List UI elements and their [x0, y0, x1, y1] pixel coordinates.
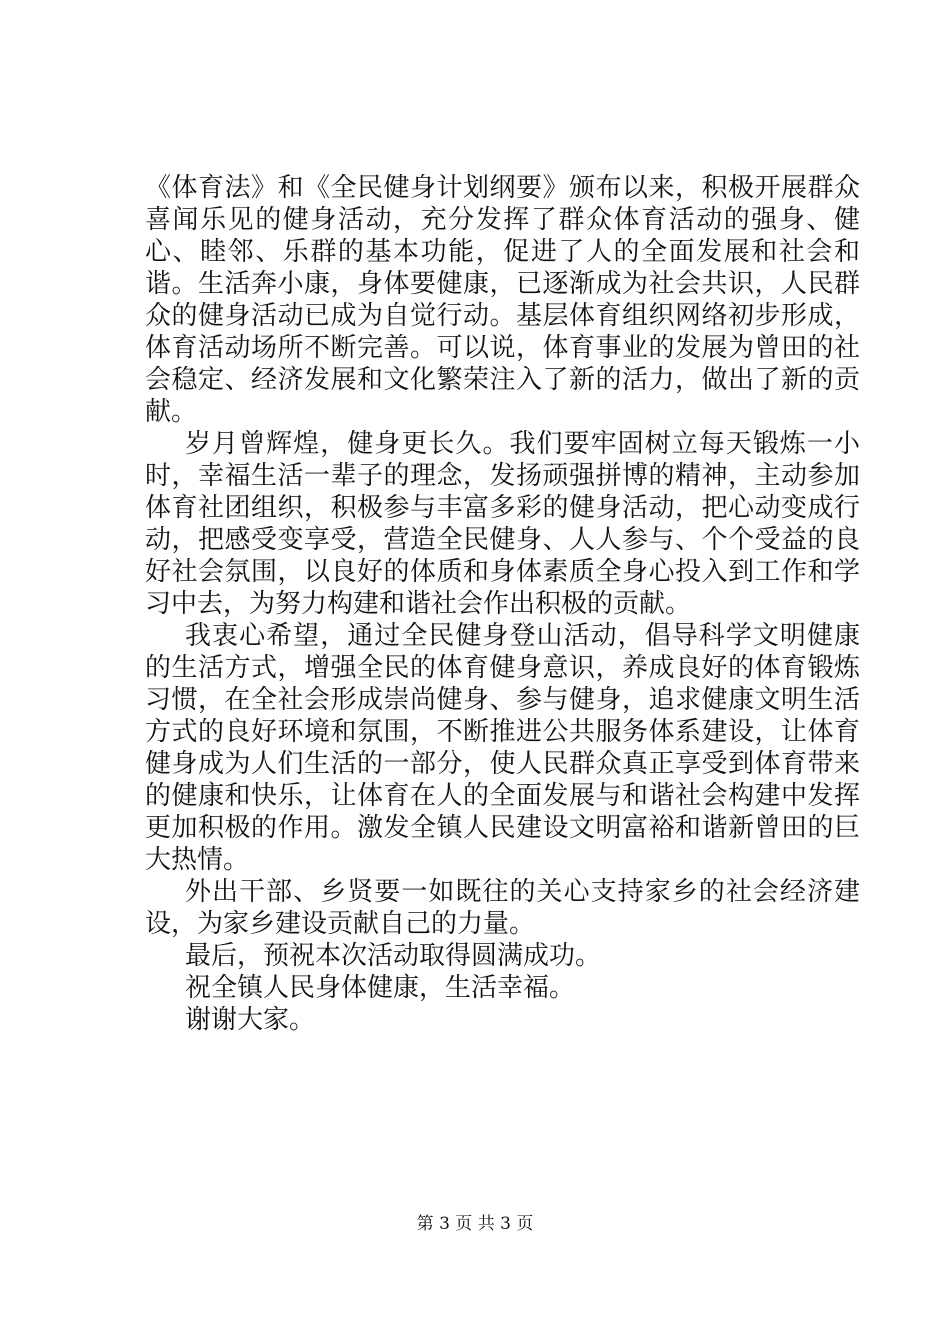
- paragraph-4: 外出干部、乡贤要一如既往的关心支持家乡的社会经济建设，为家乡建设贡献自己的力量。: [145, 877, 860, 939]
- paragraph-2: 岁月曾辉煌，健身更长久。我们要牢固树立每天锻炼一小时，幸福生活一辈子的理念，发扬顽强拼博的精神，主动参加体育社团组织，积极参与丰富多彩的健身活动，把心动变成行动，把感受变享受，营造全民健身、人人参与、个个受益的良好社会氛围，以良好的体质和身体素质全身心投入到工作和学习中去，为努力构建和谐社会作出积极的贡献。: [145, 429, 860, 619]
- document-body: [145, 172, 860, 1036]
- paragraph-7: 谢谢大家。: [185, 1005, 316, 1035]
- paragraph-1: 《体育法》和《全民健身计划纲要》颁布以来，积极开展群众喜闻乐见的健身活动，充分发挥了群众体育活动的强身、健心、睦邻、乐群的基本功能，促进了人的全面发展和社会和谐。生活奔小康，身体要健康，已逐渐成为社会共识，人民群众的健身活动已成为自觉行动。基层体育组织网络初步形成，体育活动场所不断完善。可以说，体育事业的发展为曾田的社会稳定、经济发展和文化繁荣注入了新的活力，做出了新的贡献。: [145, 173, 860, 427]
- paragraph-5: 最后，预祝本次活动取得圆满成功。: [185, 941, 602, 971]
- paragraph-3: 我衷心希望，通过全民健身登山活动，倡导科学文明健康的生活方式，增强全民的体育健身意识，养成良好的体育锻炼习惯，在全社会形成崇尚健身、参与健身，追求健康文明生活方式的良好环境和氛围，不断推进公共服务体系建设，让体育健身成为人们生活的一部分，使人民群众真正享受到体育带来的健康和快乐，让体育在人的全面发展与和谐社会构建中发挥更加积极的作用。激发全镇人民建设文明富裕和谐新曾田的巨大热情。: [145, 621, 860, 875]
- paragraph-6: 祝全镇人民身体健康，生活幸福。: [185, 973, 576, 1003]
- page-number-footer: 第 3 页 共 3 页: [416, 1214, 534, 1234]
